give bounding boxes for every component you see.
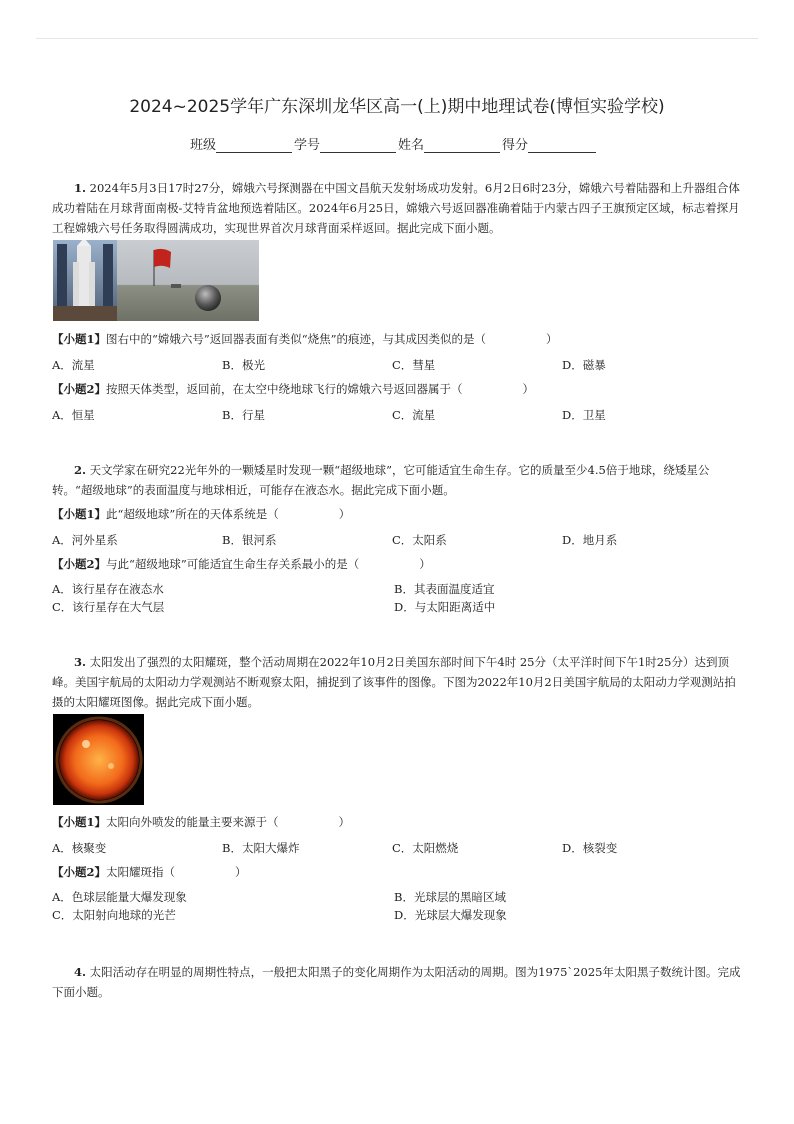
question-2-sub-1: 【小题1】此“超级地球”所在的天体系统是（ ） A．河外星系 B．银河系 C．太阳系 D．地月系 [52, 504, 742, 550]
option-d[interactable]: D．光球层大爆发现象 [394, 908, 507, 922]
option-c[interactable]: C．彗星 [392, 358, 436, 372]
name-field[interactable]: 姓名 [398, 134, 502, 153]
page-title: 2024~2025学年广东深圳龙华区高一(上)期中地理试卷(博恒实验学校) [129, 97, 665, 117]
question-4-stem: 4. 太阳活动存在明显的周期性特点，一般把太阳黑子的变化周期作为太阳活动的周期。图为1975`2025年太阳黑子数统计图。完成下面小题。 [52, 965, 741, 999]
option-c[interactable]: C．太阳燃烧 [392, 841, 459, 855]
question-2-sub-2: 【小题2】与此“超级地球”可能适宜生命生存关系最小的是（ ） A．该行星存在液态水 B．其表面温度适宜 C．该行星存在大气层 D．与太阳距离适中 [52, 554, 742, 616]
question-1-stem: 1. 2024年5月3日17时27分，嫦娥六号探测器在中国文昌航天发射场成功发射。6月2日6时23分，嫦娥六号着陆器和上升器组合体成功着陆在月球背面南极-艾特肯盆地预选着陆区。2024年6月25日，嫦娥六号返回器准确着陆于内蒙古四子王旗预定区域，标志着探月工程嫦娥六号任务取得圆满成功，实现世界首次月球背面采样返回。据此完成下面小题。 [52, 181, 740, 235]
option-a[interactable]: A．恒星 [52, 408, 95, 422]
option-b[interactable]: B．其表面温度适宜 [394, 582, 495, 596]
top-rule [36, 38, 758, 39]
option-b[interactable]: B．行星 [222, 408, 265, 422]
option-a[interactable]: A．色球层能量大爆发现象 [52, 890, 187, 904]
question-3 [52, 652, 742, 712]
question-3-sub-2: 【小题2】太阳耀斑指（ ） A．色球层能量大爆发现象 B．光球层的黑暗区域 C．太阳射向地球的光芒 D．光球层大爆发现象 [52, 862, 742, 924]
question-3-sub-1: 【小题1】太阳向外喷发的能量主要来源于（ ） A．核聚变 B．太阳大爆炸 C．太阳燃烧 D．核裂变 [52, 812, 742, 858]
option-a[interactable]: A．该行星存在液态水 [52, 582, 164, 596]
option-d[interactable]: D．地月系 [562, 533, 618, 547]
question-4 [52, 962, 742, 1002]
option-b[interactable]: B．极光 [222, 358, 265, 372]
student-info-row [190, 134, 620, 153]
score-field[interactable]: 得分 [502, 134, 598, 153]
question-2-stem: 2. 天文学家在研究22光年外的一颗矮星时发现一颗“超级地球”，它可能适宜生命生存。它的质量至少4.5倍于地球，绕矮星公转。“超级地球”的表面温度与地球相近，可能存在液态水。据此完成下面小题。 [52, 463, 710, 497]
option-c[interactable]: C．太阳系 [392, 533, 447, 547]
question-3-stem: 3. 太阳发出了强烈的太阳耀斑，整个活动周期在2022年10月2日美国东部时间下午4时 25分（太平洋时间下午1时25分）达到顶峰。美国宇航局的太阳动力学观测站不断观察太阳，捕捉到了该事件的图像。下图为2022年10月2日美国宇航局的太阳动力学观测站拍摄的太阳耀斑图像。据此完成下面小题。 [52, 655, 736, 709]
option-d[interactable]: D．卫星 [562, 408, 606, 422]
option-b[interactable]: B．太阳大爆炸 [222, 841, 300, 855]
question-1-sub-1: 【小题1】图右中的“嫦娥六号”返回器表面有类似“烧焦”的痕迹，与其成因类似的是（ ） A．流星 B．极光 C．彗星 D．磁暴 [52, 329, 742, 375]
class-field[interactable]: 班级 [190, 134, 294, 153]
option-a[interactable]: A．流星 [52, 358, 95, 372]
student-number-field[interactable]: 学号 [294, 134, 398, 153]
option-c[interactable]: C．太阳射向地球的光芒 [52, 908, 176, 922]
question-1 [52, 178, 742, 238]
option-b[interactable]: B．光球层的黑暗区域 [394, 890, 506, 904]
solar-flare-photo [53, 714, 144, 805]
change6-photo [53, 240, 259, 321]
option-c[interactable]: C．该行星存在大气层 [52, 600, 165, 614]
option-b[interactable]: B．银河系 [222, 533, 277, 547]
option-a[interactable]: A．核聚变 [52, 841, 107, 855]
option-d[interactable]: D．与太阳距离适中 [394, 600, 496, 614]
option-d[interactable]: D．磁暴 [562, 358, 606, 372]
option-d[interactable]: D．核裂变 [562, 841, 618, 855]
option-a[interactable]: A．河外星系 [52, 533, 118, 547]
question-1-sub-2: 【小题2】按照天体类型，返回前，在太空中绕地球飞行的嫦娥六号返回器属于（ ） A．恒星 B．行星 C．流星 D．卫星 [52, 379, 742, 425]
question-2 [52, 460, 742, 500]
option-c[interactable]: C．流星 [392, 408, 436, 422]
